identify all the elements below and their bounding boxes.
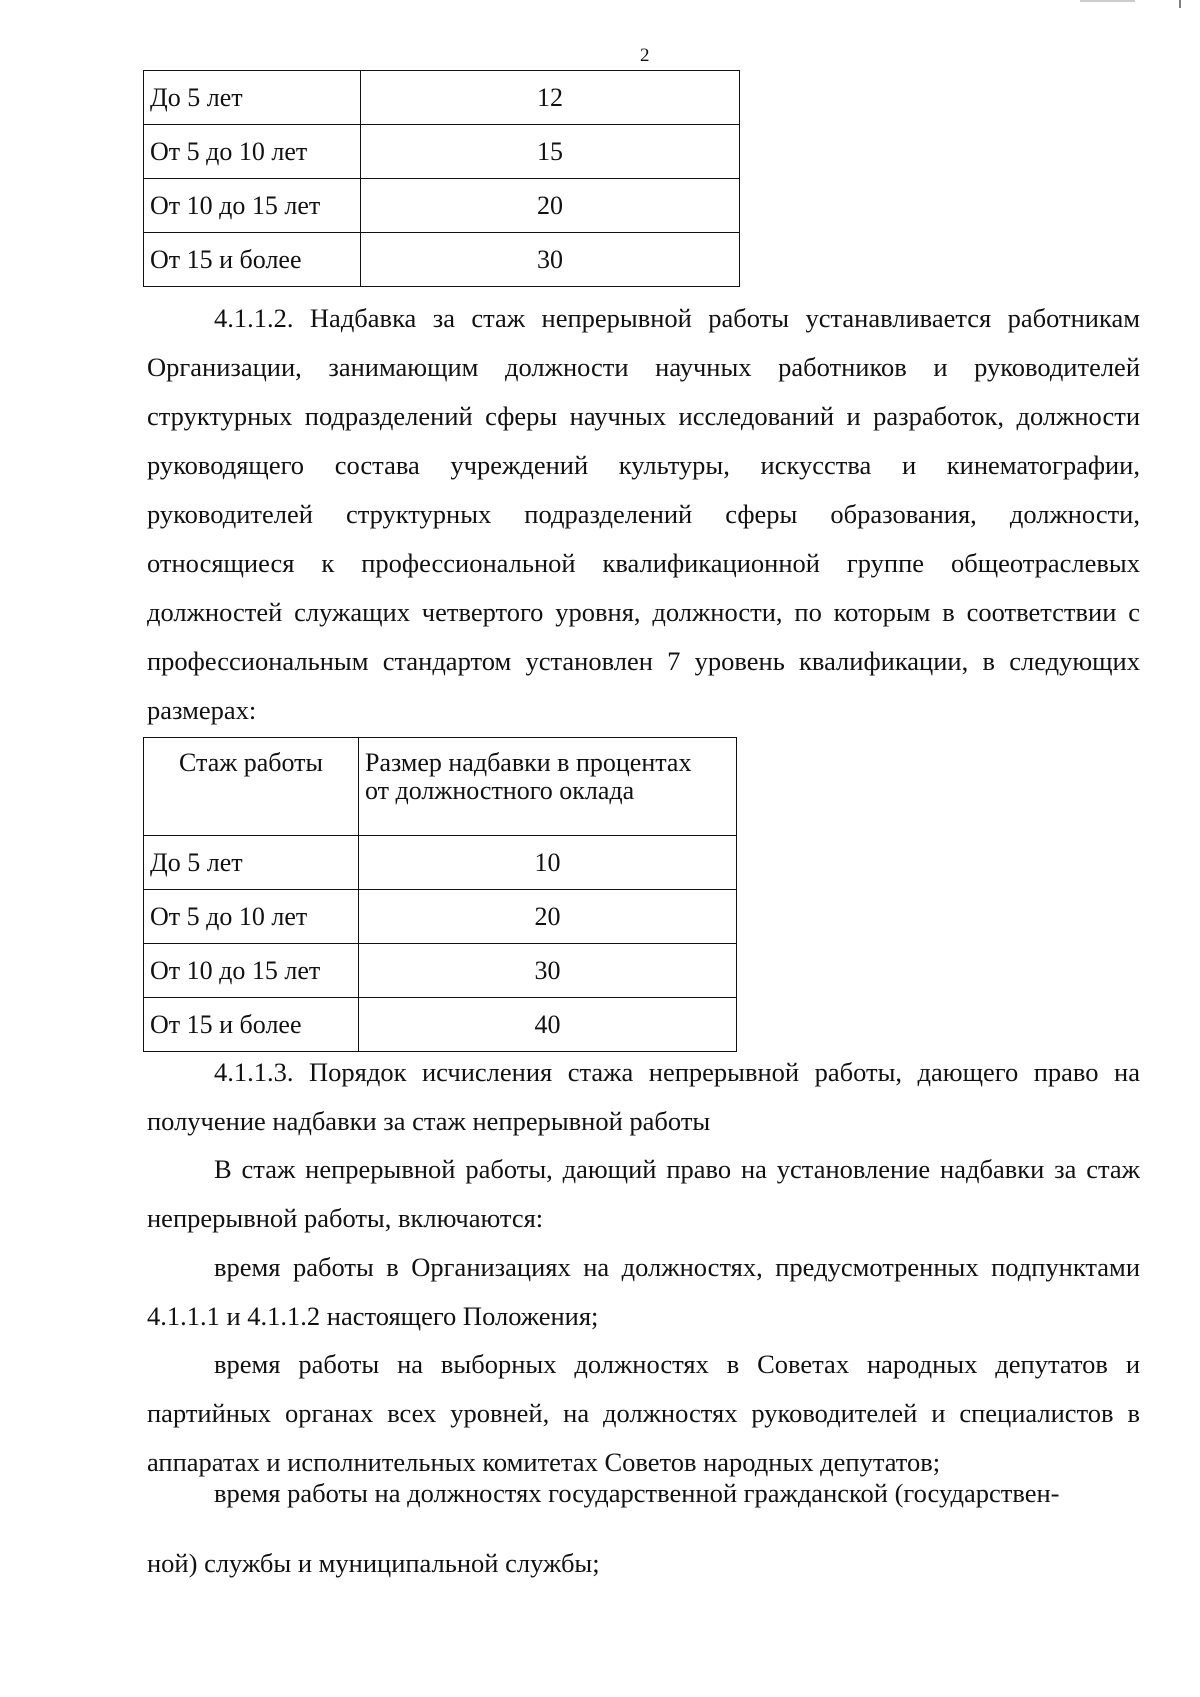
- table-row: [144, 233, 740, 287]
- seniority-table-top: [143, 70, 740, 287]
- table-cell-value: 20: [361, 179, 740, 233]
- table-cell-period: От 15 и более: [144, 233, 361, 287]
- table-row: [144, 998, 737, 1052]
- table-cell-period: От 5 до 10 лет: [144, 125, 361, 179]
- table-header-percent: [359, 738, 737, 836]
- table-row: [144, 944, 737, 998]
- table-header-period: Стаж работы: [144, 738, 359, 836]
- list-item-civil-service: время работы на должностях государственной гражданской (государствен-: [214, 1478, 1060, 1508]
- table-cell-period: От 10 до 15 лет: [144, 944, 359, 998]
- table-cell-value: 20: [359, 890, 737, 944]
- paragraph-4-1-1-3: 4.1.1.3. Порядок исчисления стажа непрерывной работы, дающего право на получение надбавки за стаж непрерывной работы: [147, 1057, 1140, 1136]
- seniority-table-bottom: [143, 737, 737, 1052]
- table-cell-period: От 5 до 10 лет: [144, 890, 359, 944]
- table-cell-value: 10: [359, 836, 737, 890]
- paragraph-4-1-1-2: 4.1.1.2. Надбавка за стаж непрерывной работы устанавливается работникам Организации, занимающим должности научных работников и руководителей структурных подразделений сферы научных исследований и разработок, должности руководящего состава учреждений культуры, искусства и кинематографии, руководителей структурных подразделений сферы образования, должности, относящиеся к профессиональной квалификационной группе общеотраслевых должностей служащих четвертого уровня, должности, по которым в соответствии с профессиональным стандартом установлен 7 уровень квалификации, в следующих размерах:: [147, 303, 1140, 725]
- table-cell-value: 40: [359, 998, 737, 1052]
- table-cell-value: 30: [359, 944, 737, 998]
- list-item-organizations: время работы в Организациях на должностях, предусмотренных подпунктами 4.1.1.1 и 4.1.1.2 настоящего Положения;: [147, 1252, 1140, 1331]
- list-item-civil-service-continued: ной) службы и муниципальной службы;: [147, 1548, 600, 1578]
- table-row: [144, 125, 740, 179]
- table-header-row: [144, 738, 737, 836]
- table-row: [144, 71, 740, 125]
- paragraph-includes: В стаж непрерывной работы, дающий право на установление надбавки за стаж непрерывной работы, включаются:: [147, 1154, 1140, 1233]
- scan-corner-mark: [1080, 0, 1190, 8]
- table-cell-value: 15: [361, 125, 740, 179]
- header-line-1: Размер надбавки в процентах: [365, 748, 692, 777]
- table-row: [144, 890, 737, 944]
- table-cell-period: До 5 лет: [144, 71, 361, 125]
- table-cell-period: От 10 до 15 лет: [144, 179, 361, 233]
- header-line-2: от должностного оклада: [365, 776, 635, 805]
- list-item-elected-positions: время работы на выборных должностях в Советах народных депутатов и партийных органах всех уровней, на должностях руководителей и специалистов в аппаратах и исполнительных комитетах Советов народных депутатов;: [147, 1349, 1140, 1477]
- table-cell-value: 12: [361, 71, 740, 125]
- table-row: [144, 836, 737, 890]
- table-cell-value: 30: [361, 233, 740, 287]
- table-cell-period: До 5 лет: [144, 836, 359, 890]
- table-cell-period: От 15 и более: [144, 998, 359, 1052]
- page-number: 2: [640, 45, 650, 66]
- table-row: [144, 179, 740, 233]
